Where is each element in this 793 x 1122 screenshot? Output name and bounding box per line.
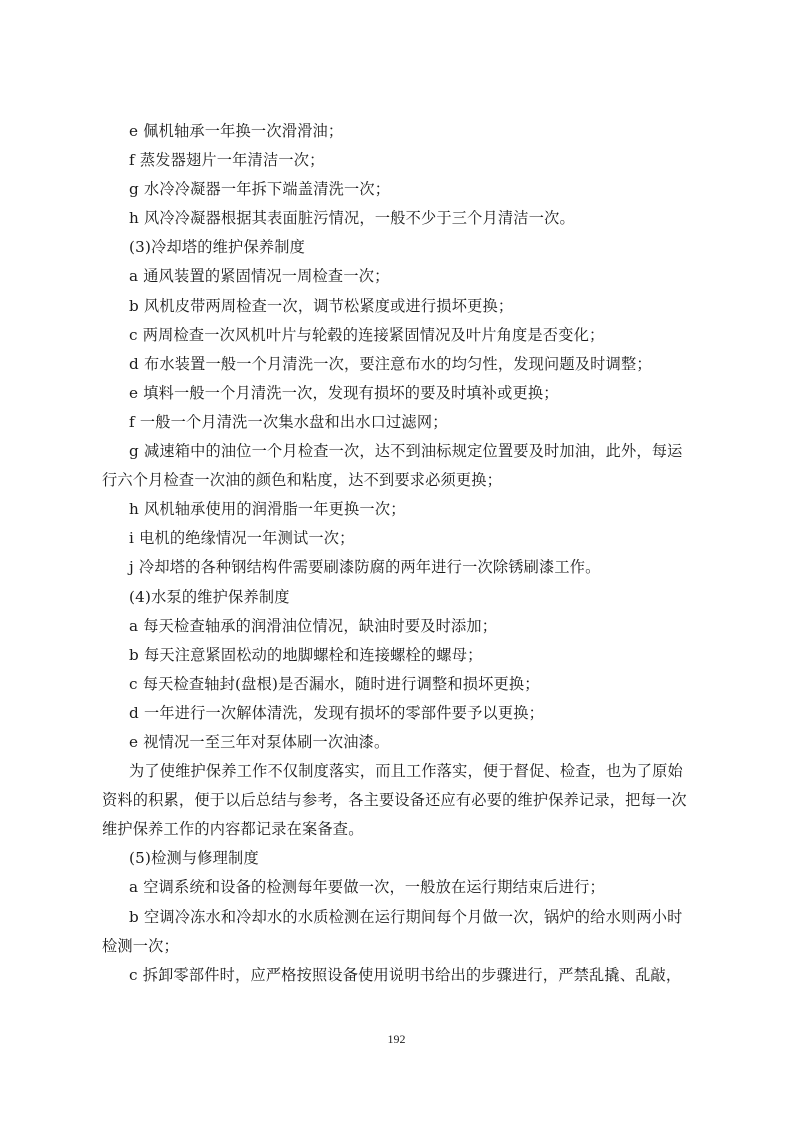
section-heading: (3)冷却塔的维护保养制度 [129,238,305,257]
text-line: 维护保养工作的内容都记录在案备查。 [102,820,364,839]
section-heading: (4)水泵的维护保养制度 [129,587,290,606]
text-line: a 空调系统和设备的检测每年要做一次，一般放在运行期结束后进行； [129,878,605,897]
text-line: b 空调冷冻水和冷却水的水质检测在运行期间每个月做一次，锅炉的给水则两小时 [129,907,683,926]
text-line: 资料的积累，便于以后总结与参考，各主要设备还应有必要的维护保养记录，把每一次 [102,791,687,810]
text-line: i 电机的绝缘情况一年测试一次； [129,529,355,548]
text-line: h 风冷冷凝器根据其表面脏污情况，一般不少于三个月清洁一次。 [129,209,575,228]
text-line: h 风机轴承使用的润滑脂一年更换一次； [129,500,406,519]
text-line: c 每天检查轴封(盘根)是否漏水，随时进行调整和损坏更换； [129,674,540,693]
text-line: c 拆卸零部件时，应严格按照设备使用说明书给出的步骤进行，严禁乱撬、乱敲， [129,965,682,984]
text-line: b 风机皮带两周检查一次，调节松紧度或进行损坏更换； [129,296,514,315]
text-line: 为了使维护保养工作不仅制度落实，而且工作落实，便于督促、检查，也为了原始 [129,762,683,781]
text-line: d 一年进行一次解体清洗，发现有损坏的零部件要予以更换； [129,703,545,722]
text-line: a 每天检查轴承的润滑油位情况，缺油时要及时添加； [129,616,498,635]
text-line: g 水冷冷凝器一年拆下端盖清洗一次； [129,180,391,199]
text-line: 检测一次； [102,936,179,955]
text-line: b 每天注意紧固松动的地脚螺栓和连接螺栓的螺母； [129,645,483,664]
section-heading: (5)检测与修理制度 [129,849,259,868]
text-line: e 填料一般一个月清洗一次，发现有损坏的要及时填补或更换； [129,383,559,402]
page-number: 192 [387,1032,406,1046]
text-line: g 减速箱中的油位一个月检查一次，达不到油标规定位置要及时加油，此外，每运 [129,442,683,461]
text-line: j 冷却塔的各种钢结构件需要刷漆防腐的两年进行一次除锈刷漆工作。 [129,558,601,577]
text-line: f 一般一个月清洗一次集水盘和出水口过滤网； [129,412,448,431]
text-line: c 两周检查一次风机叶片与轮毂的连接紧固情况及叶片角度是否变化； [129,325,605,344]
text-line: d 布水装置一般一个月清洗一次，要注意布水的均匀性，发现问题及时调整； [129,354,652,373]
text-line: e 佩机轴承一年换一次滑滑油； [129,122,344,140]
text-line: a 通风装置的紧固情况一周检查一次； [129,267,390,286]
text-line: e 视情况一至三年对泵体刷一次油漆。 [129,732,390,751]
text-line: 行六个月检查一次油的颜色和粘度，达不到要求必须更换； [102,471,503,490]
body-text [102,117,692,990]
text-line: f 蒸发器翅片一年清洁一次； [129,151,325,170]
